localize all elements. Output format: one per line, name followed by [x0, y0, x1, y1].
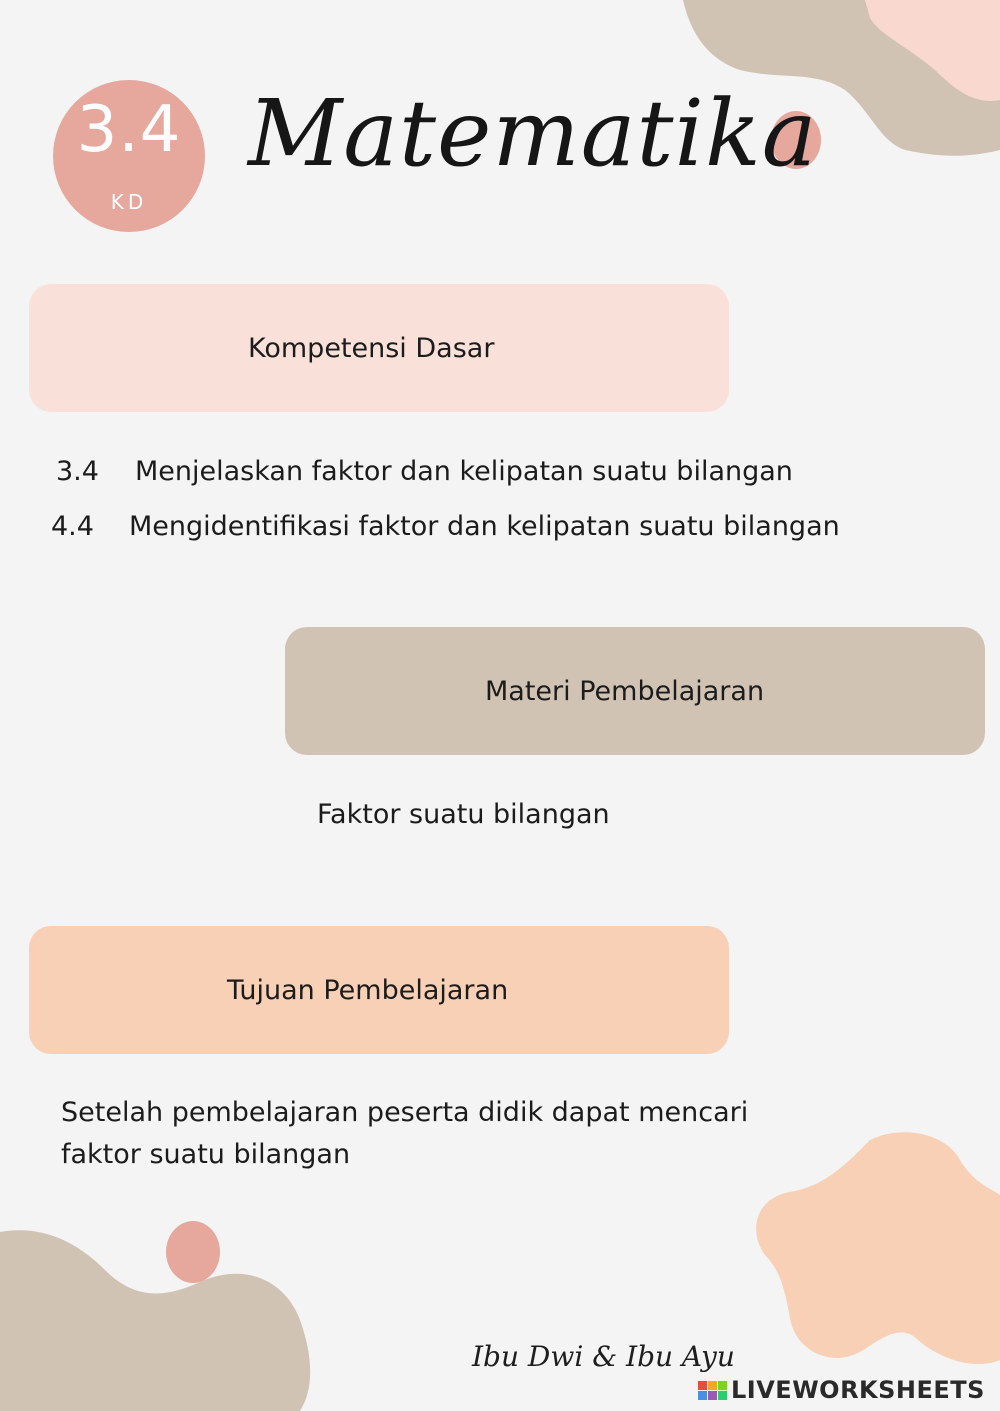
materi-text: Faktor suatu bilangan — [317, 799, 610, 830]
tujuan-text-line: Setelah pembelajaran peserta didik dapat mencari — [61, 1097, 749, 1128]
kd-badge-label: KD — [110, 190, 148, 214]
liveworksheets-logo-icon — [698, 1381, 727, 1400]
kd-badge — [53, 80, 205, 232]
page-title: Matematika — [248, 80, 818, 187]
tujuan-text-line: faktor suatu bilangan — [61, 1139, 351, 1170]
kompetensi-dasar-header — [29, 284, 729, 412]
kd-badge-number: 3.4 — [76, 93, 182, 167]
kompetensi-dasar-heading: Kompetensi Dasar — [248, 332, 495, 364]
author-signature: Ibu Dwi & Ibu Ayu — [472, 1340, 735, 1373]
liveworksheets-watermark[interactable] — [698, 1376, 985, 1404]
tujuan-pembelajaran-heading: Tujuan Pembelajaran — [227, 974, 509, 1006]
kd-item-code: 3.4 — [56, 456, 99, 487]
tujuan-pembelajaran-header — [29, 926, 729, 1054]
materi-pembelajaran-heading: Materi Pembelajaran — [485, 675, 765, 707]
kd-item-code: 4.4 — [51, 511, 94, 542]
materi-pembelajaran-header — [285, 627, 985, 755]
kd-item-text: Menjelaskan faktor dan kelipatan suatu bilangan — [135, 456, 793, 487]
watermark-text: LIVEWORKSHEETS — [731, 1376, 985, 1404]
kd-item-text: Mengidentifikasi faktor dan kelipatan suatu bilangan — [129, 511, 840, 542]
